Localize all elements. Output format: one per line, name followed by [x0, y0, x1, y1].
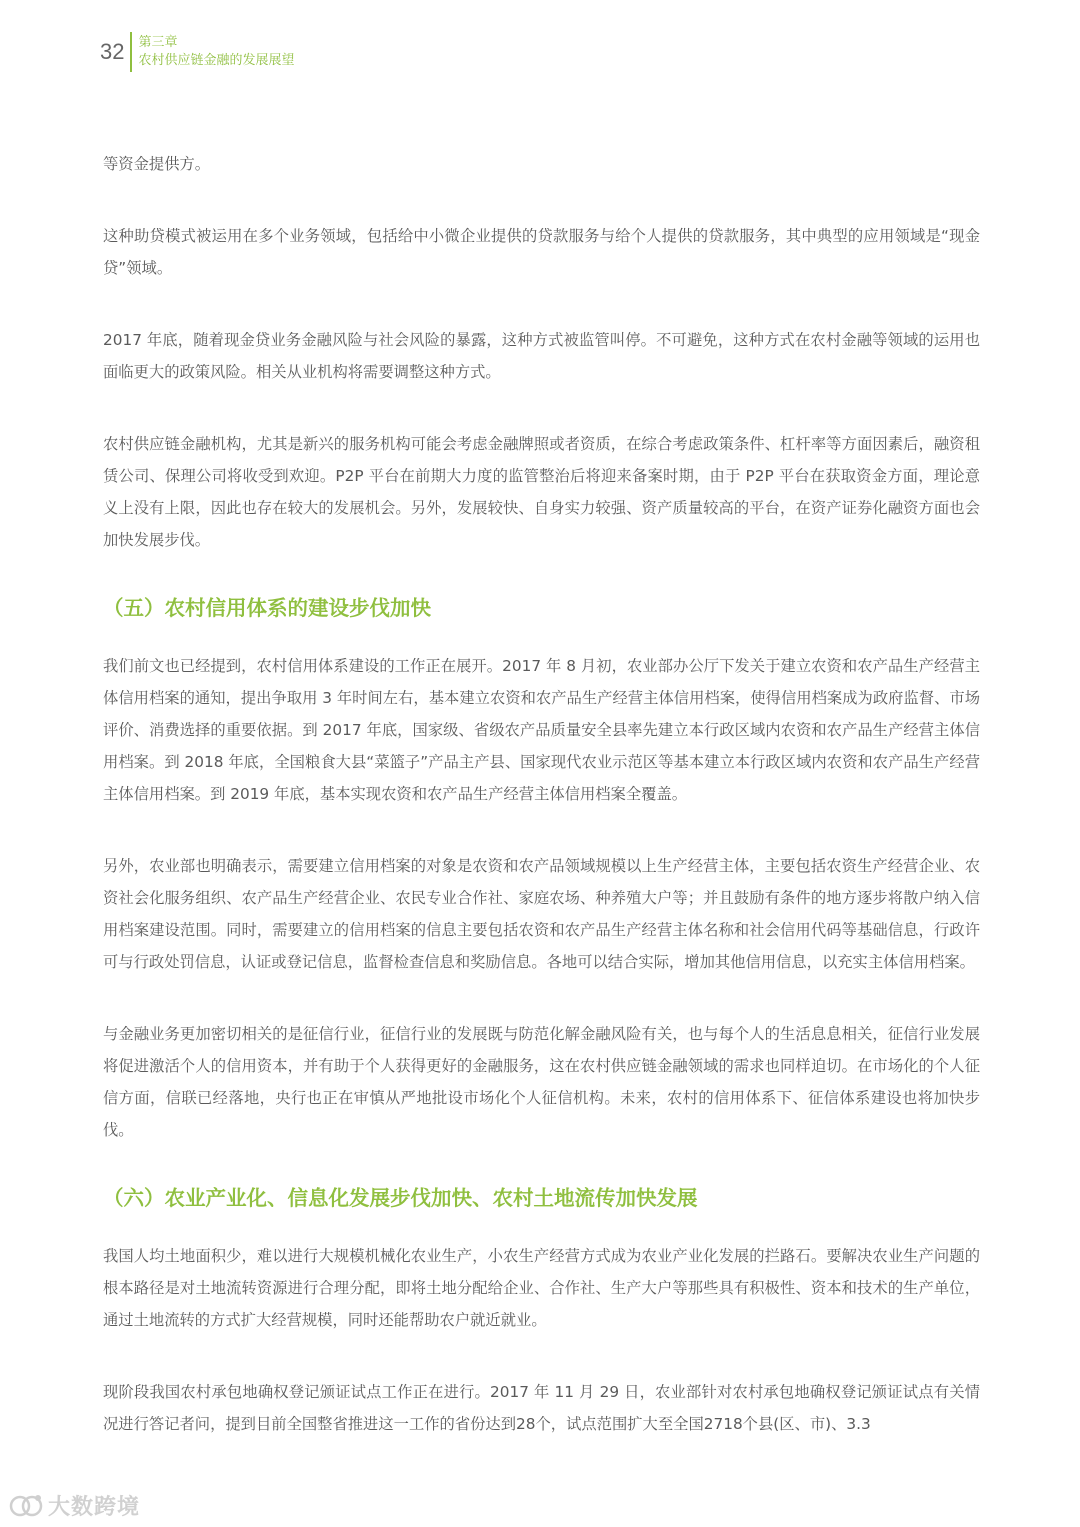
paragraph: 农村供应链金融机构，尤其是新兴的服务机构可能会考虑金融牌照或者资质，在综合考虑政策条件、杠杆率等方面因素后，融资租赁公司、保理公司将收受到欢迎。P2P 平台在前期大力度的监管整治后将迎来备案时期，由于 P2P 平台在获取资金方面，理论意义上没有上限，因此也存在较大的发展机会。另外，发展较快、自身实力较强、资产质量较高的平台，在资产证券化融资方面也会加快发展步伐。 — [103, 435, 980, 549]
header-divider — [130, 32, 132, 72]
paragraph: 我国人均土地面积少，难以进行大规模机械化农业生产，小农生产经营方式成为农业产业化发展的拦路石。要解决农业生产问题的根本路径是对土地流转资源进行合理分配，即将土地分配给企业、合作社、生产大户等那些具有积极性、资本和技术的生产单位，通过土地流转的方式扩大经营规模，同时还能帮助农户就近就业。 — [103, 1247, 980, 1329]
paragraph: 这种助贷模式被运用在多个业务领域，包括给中小微企业提供的贷款服务与给个人提供的贷款服务，其中典型的应用领域是“现金贷”领域。 — [103, 227, 980, 277]
chapter-info — [138, 34, 294, 70]
page-number: 32 — [100, 39, 125, 64]
paragraph: 等资金提供方。 — [103, 155, 211, 173]
watermark — [8, 1490, 140, 1521]
paragraph: 另外，农业部也明确表示，需要建立信用档案的对象是农资和农产品领域规模以上生产经营主体，主要包括农资生产经营企业、农资社会化服务组织、农产品生产经营企业、农民专业合作社、家庭农场、种养殖大户等；并且鼓励有条件的地方逐步将散户纳入信用档案建设范围。同时，需要建立的信用档案的信息主要包括农资和农产品生产经营主体名称和社会信用代码等基础信息，行政许可与行政处罚信息，认证或登记信息，监督检查信息和奖励信息。各地可以结合实际，增加其他信用信息，以充实主体信用档案。 — [103, 857, 980, 971]
section-heading: （五）农村信用体系的建设步伐加快 — [103, 596, 431, 620]
chapter-label: 第三章 — [138, 35, 178, 50]
section-heading: （六）农业产业化、信息化发展步伐加快、农村土地流传加快发展 — [103, 1186, 698, 1210]
page-header — [100, 32, 295, 72]
paragraph: 与金融业务更加密切相关的是征信行业，征信行业的发展既与防范化解金融风险有关，也与每个人的生活息息相关，征信行业发展将促进激活个人的信用资本，并有助于个人获得更好的金融服务，这在农村供应链金融领域的需求也同样迫切。在市场化的个人征信方面，信联已经落地，央行也正在审慎从严地批设市场化个人征信机构。未来，农村的信用体系下、征信体系建设也将加快步伐。 — [103, 1025, 980, 1139]
watermark-text: 大数跨境 — [48, 1495, 141, 1520]
watermark-logo-icon — [8, 1492, 44, 1520]
paragraph: 2017 年底，随着现金贷业务金融风险与社会风险的暴露，这种方式被监管叫停。不可避免，这种方式在农村金融等领域的运用也面临更大的政策风险。相关从业机构将需要调整这种方式。 — [103, 331, 980, 381]
document-body — [103, 148, 980, 1480]
paragraph: 我们前文也已经提到，农村信用体系建设的工作正在展开。2017 年 8 月初，农业部办公厅下发关于建立农资和农产品生产经营主体信用档案的通知，提出争取用 3 年时间左右，基本建立农资和农产品生产经营主体信用档案，使得信用档案成为政府监督、市场评价、消费选择的重要依据。到 2017 年底，国家级、省级农产品质量安全县率先建立本行政区域内农资和农产品生产经营主体信用档案。到 2018 年底，全国粮食大县“菜篮子”产品主产县、国家现代农业示范区等基本建立本行政区域内农资和农产品生产经营主体信用档案。到 2019 年底，基本实现农资和农产品生产经营主体信用档案全覆盖。 — [103, 657, 980, 803]
paragraph: 现阶段我国农村承包地确权登记颁证试点工作正在进行。2017 年 11 月 29 日，农业部针对农村承包地确权登记颁证试点有关情况进行答记者问，提到目前全国整省推进这一工作的省份达到28个，试点范围扩大至全国2718个县(区、市)、3.3 — [103, 1383, 980, 1433]
chapter-title: 农村供应链金融的发展展望 — [138, 53, 295, 68]
